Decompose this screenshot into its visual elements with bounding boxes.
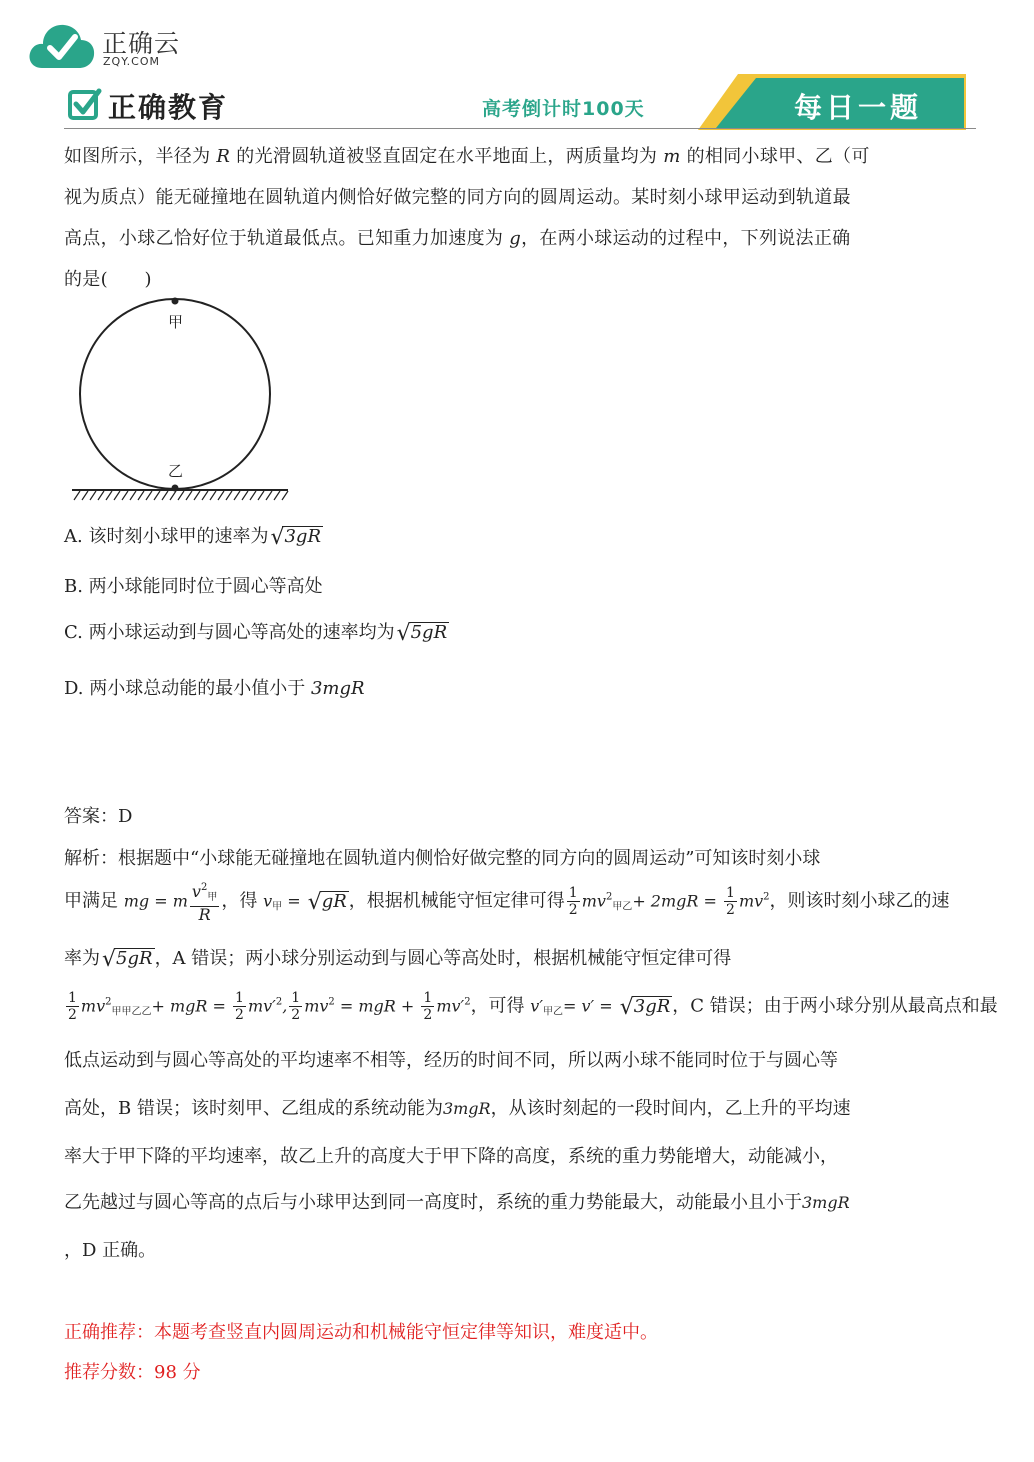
option-a: A. 该时刻小球甲的速率为√3gR: [64, 525, 322, 550]
fraction-one-half: $\frac{1}{2}$: [235, 990, 244, 1023]
brand-cloud-logo-icon: [28, 18, 96, 72]
sqrt-expression: √5gR: [396, 621, 448, 646]
explanation-line-4: $\frac{1}{2}$ $mv^2_{甲甲乙乙}+$ mgR = $\frac{1}{2}$ $mv'^2$, $\frac{1}{2}$ $mv^2$ = mgR + $\frac{1}{2}$ $mv'^2$，可得 $v'_{甲乙}= v' = √3gR$ ，C 错误；由于两小球分别从最高点和最: [68, 990, 998, 1023]
option-d: D. 两小球总动能的最小值小于 3mgR: [64, 678, 365, 699]
explanation-line-7: 率大于甲下降的平均速率，故乙上升的高度大于甲下降的高度，系统的重力势能增大，动能减小，: [64, 1146, 838, 1167]
fraction: $\frac{v^2_甲}{R}$: [191, 882, 218, 924]
fraction-one-half: $\frac{1}{2}$: [423, 990, 433, 1023]
option-c: C. 两小球运动到与圆心等高处的速率均为√5gR: [64, 621, 448, 646]
question-stem: [64, 136, 970, 300]
explanation-line-6: 高处，B 错误；该时刻甲、乙组成的系统动能为3mgR，从该时刻起的一段时间内，乙上升的平均速: [64, 1098, 851, 1119]
org-name: 正确教育: [108, 91, 229, 124]
brand-name: 正确云: [102, 29, 181, 58]
fraction-one-half: $\frac{1}{2}$: [726, 885, 735, 918]
sqrt-expression: √gR: [307, 889, 347, 915]
fraction-one-half: $\frac{1}{2}$: [568, 885, 578, 918]
explanation-line-3: 率为√5gR ，A 错误；两小球分别运动到与圆心等高处时，根据机械能守恒定律可得: [64, 947, 732, 972]
ball-bottom-label: 乙: [168, 462, 184, 480]
exam-countdown: 高考倒计时100天: [482, 98, 645, 120]
question-line-4: 的是( ): [64, 269, 152, 290]
explanation-line-1: 解析：根据题中“小球能无碰撞地在圆轨道内侧恰好做完整的同方向的圆周运动”可知该时刻小球: [64, 848, 821, 869]
sqrt-expression: √5gR: [102, 947, 153, 972]
option-b: B. 两小球能同时位于圆心等高处: [64, 576, 323, 597]
header-divider: [64, 128, 976, 129]
fraction-one-half: $\frac{1}{2}$: [68, 990, 77, 1023]
explanation-line-5: 低点运动到与圆心等高处的平均速率不相等，经历的时间不同，所以两小球不能同时位于与圆心等: [64, 1050, 838, 1071]
sqrt-expression: √3gR: [270, 525, 322, 550]
recommendation-score: 推荐分数：98 分: [64, 1362, 201, 1383]
fraction-one-half: $\frac{1}{2}$: [291, 990, 301, 1023]
sqrt-expression: √3gR: [619, 994, 671, 1020]
question-line-3: 高点，小球乙恰好位于轨道最低点。已知重力加速度为 g，在两小球运动的过程中，下列说法正确: [64, 228, 851, 249]
checkbox-logo-icon: [68, 88, 102, 122]
daily-question-label: 每日一题: [793, 91, 922, 124]
circular-track-figure: [66, 292, 296, 504]
brand-domain: ZQY.COM: [103, 55, 161, 68]
answer-label: 答案：D: [64, 806, 133, 827]
explanation-line-8: 乙先越过与圆心等高的点后与小球甲达到同一高度时，系统的重力势能最大，动能最小且小于3mgR: [64, 1192, 850, 1213]
ball-top-label: 甲: [168, 313, 184, 331]
explanation-line-9: ，D 正确。: [64, 1240, 157, 1261]
explanation-line-2: 甲满足 mg = m $\frac{v^2_甲}{R}$ ，得 $v_甲 = √gR$ ，根据机械能守恒定律可得 $\frac{1}{2}$ $mv^2_{甲乙}+ 2mgR$ = $\frac{1}{2}$ $mv^2$，则该时刻小球乙的速: [64, 882, 950, 924]
question-line-1: 如图所示，半径为 R 的光滑圆轨道被竖直固定在水平地面上，两质量均为 m 的相同小球甲、乙（可: [64, 146, 870, 167]
ball-top-marker: [172, 298, 179, 305]
ground-hatching: [74, 491, 288, 500]
question-line-2: 视为质点）能无碰撞地在圆轨道内侧恰好做完整的同方向的圆周运动。某时刻小球甲运动到轨道最: [64, 187, 851, 208]
recommendation-text: 正确推荐：本题考查竖直内圆周运动和机械能守恒定律等知识，难度适中。: [64, 1322, 658, 1343]
